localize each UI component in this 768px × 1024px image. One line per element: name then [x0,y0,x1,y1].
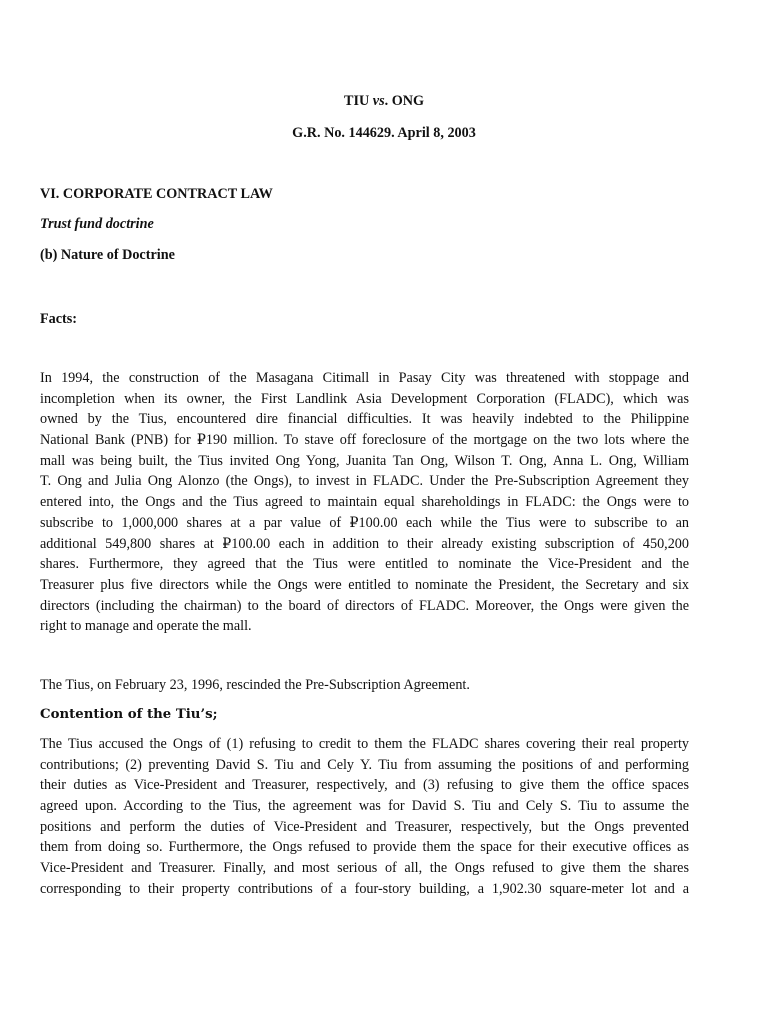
text-line: their duties as Vice-President and Treasurer, respectively, and (3) refusing to give them the office spaces [40,777,689,794]
text-line: In 1994, the construction of the Masagana Citimall in Pasay City was threatened with stoppage and [40,370,689,386]
case-title: TIU vs. ONG [343,93,425,109]
doctrine-heading: Trust fund doctrine [40,216,154,232]
text-line: additional 549,800 shares at ₽100.00 each in addition to their already existing subscription of 450,200 [40,535,689,552]
text-line: subscribe to 1,000,000 shares at a par value of ₽100.00 each while the Tius were to subscribe to an [40,514,689,531]
text-line: entered into, the Ongs and the Tius agreed to maintain equal shareholdings in FLADC: the Ongs were to [40,494,689,511]
text-line: corresponding to their property contributions of a four-story building, a 1,902.30 square-meter lot and a [40,880,689,897]
text-line: agreed upon. According to the Tius, the agreement was for David S. Tiu and Cely S. Tiu to assume the [40,798,689,815]
text-line: them from doing so. Furthermore, the Ongs refused to provide them the space for their executive offices as [40,839,689,856]
text-line: shares. Furthermore, they agreed that the Tius were entitled to nominate the Vice-President and the [40,556,689,573]
text-line: National Bank (PNB) for ₽190 million. To stave off foreclosure of the mortgage on the two lots where the [40,432,689,449]
text-line: incompletion when its owner, the First Landlink Asia Development Corporation (FLADC), which was [40,390,689,407]
section-heading: VI. CORPORATE CONTRACT LAW [40,186,273,202]
contention-paragraph [40,734,689,900]
case-gr-number: G.R. No. 144629. April 8, 2003 [292,125,476,141]
nature-heading: (b) Nature of Doctrine [40,247,175,263]
facts-paragraph [40,368,689,637]
text-line: The Tius accused the Ongs of (1) refusing to credit to them the FLADC shares covering their real property [40,736,689,752]
text-line: Treasurer plus five directors while the Ongs were entitled to nominate the President, the Secretary and six [40,576,689,593]
contention-heading: Contention of the Tiu’s; [40,707,218,722]
text-line: right to manage and operate the mall. [40,618,252,635]
text-line: Vice-President and Treasurer. Finally, and most serious of all, the Ongs refused to give them the shares [40,860,689,877]
text-line: contributions; (2) preventing David S. Tiu and Cely Y. Tiu from assuming the positions of and performing [40,756,689,773]
text-line: owned by the Tius, encountered dire financial difficulties. It was heavily indebted to the Philippine [40,411,689,428]
rescission-text: The Tius, on February 23, 1996, rescinded the Pre-Subscription Agreement. [40,677,470,693]
text-line: directors (including the chairman) to the board of directors of FLADC. Moreover, the Ongs were given the [40,597,689,614]
text-line: mall was being built, the Tius invited Ong Yong, Juanita Tan Ong, Wilson T. Ong, Anna L. Ong, William [40,452,689,469]
text-line: positions and perform the duties of Vice-President and Treasurer, respectively, but the Ongs prevented [40,818,689,835]
text-line: T. Ong and Julia Ong Alonzo (the Ongs), to invest in FLADC. Under the Pre-Subscription Agreement they [40,473,689,490]
facts-heading: Facts: [40,311,78,327]
